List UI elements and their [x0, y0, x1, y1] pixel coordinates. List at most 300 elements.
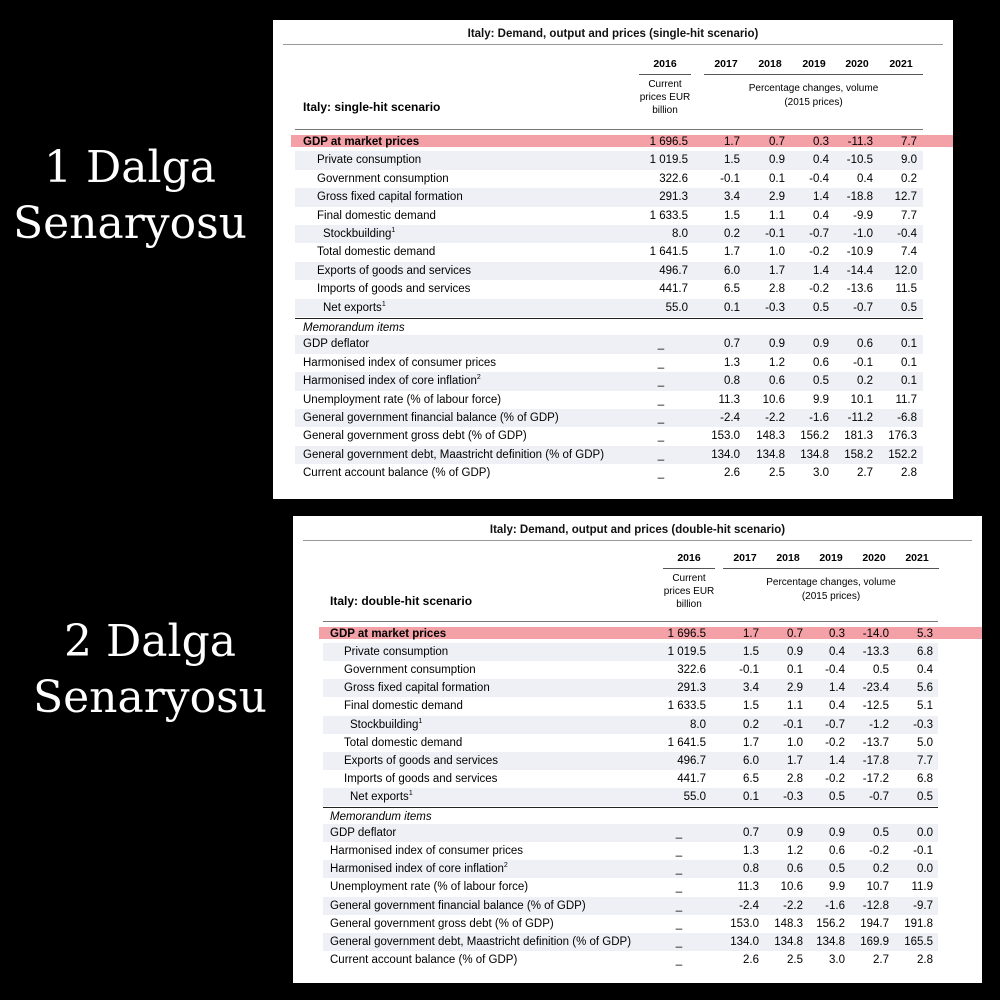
cell-value: 3.0: [829, 953, 845, 966]
cell-value: 0.7: [724, 338, 740, 351]
cell-value: 0.5: [917, 790, 933, 803]
row-label-text: GDP deflator: [330, 827, 397, 840]
cell-value: -0.2: [825, 736, 845, 749]
row-label-text: Final domestic demand: [317, 209, 436, 222]
row-label: [344, 752, 498, 770]
cell-value: 5.1: [917, 700, 933, 713]
cell-value: 1.2: [769, 356, 785, 369]
footnote-marker: 1: [408, 790, 413, 798]
cell-value: 1 641.5: [667, 736, 706, 749]
cell-value: 0.5: [813, 301, 829, 314]
years-underline: [723, 568, 939, 569]
row-label: [330, 824, 396, 842]
cell-value: 5.6: [917, 682, 933, 695]
cell-value: 0.5: [873, 827, 889, 840]
row-label-text: Net exports: [350, 790, 409, 803]
scenario-2-label-line1: 2 Dalga: [64, 616, 236, 667]
cell-value: _: [657, 430, 665, 443]
cell-value: -2.2: [783, 899, 803, 912]
row-label: [303, 409, 559, 427]
row-label-text: Gross fixed capital formation: [344, 682, 490, 695]
cell-value: -2.2: [765, 412, 785, 424]
cell-value: 10.6: [762, 393, 785, 406]
cell-value: -17.8: [862, 754, 889, 767]
cell-value: -0.1: [783, 718, 803, 731]
pct-change-header-line: Percentage changes, volume: [748, 83, 879, 94]
row-label: [303, 464, 490, 482]
cell-value: 0.7: [743, 827, 759, 840]
base-price-header-line: billion: [676, 599, 702, 610]
cell-value: 2.7: [873, 953, 889, 966]
cell-value: 0.1: [769, 172, 785, 185]
cell-value: -0.7: [825, 718, 845, 731]
row-label: [330, 860, 508, 878]
cell-value: 181.3: [844, 430, 873, 443]
row-label: [303, 133, 419, 151]
cell-value: 2.9: [769, 191, 785, 204]
cell-value: 6.0: [724, 264, 740, 277]
year-header-2017: 2017: [733, 552, 757, 564]
cell-value: 2.8: [787, 772, 803, 785]
cell-value: 1.5: [724, 209, 740, 222]
row-label-text: Government consumption: [317, 172, 449, 185]
cell-value: 0.9: [829, 827, 845, 840]
cell-value: 134.8: [816, 935, 845, 948]
scenario-label: Italy: single-hit scenario: [303, 100, 441, 114]
cell-value: 322.6: [659, 172, 688, 185]
cell-value: 1.0: [769, 246, 785, 259]
cell-value: -11.2: [847, 412, 873, 424]
cell-value: 441.7: [677, 772, 706, 785]
cell-value: 441.7: [659, 283, 688, 296]
cell-value: 0.0: [917, 827, 933, 840]
row-label-text: GDP at market prices: [303, 136, 420, 148]
row-label: [330, 878, 528, 896]
cell-value: 0.5: [873, 664, 889, 677]
cell-value: 10.7: [866, 881, 889, 894]
cell-value: -12.8: [862, 899, 889, 912]
row-label: [330, 625, 446, 643]
cell-value: 12.0: [894, 264, 917, 277]
row-label-text: Current account balance (% of GDP): [303, 467, 491, 480]
cell-value: 2.8: [901, 467, 917, 480]
cell-value: 2.5: [787, 953, 803, 966]
cell-value: -13.3: [862, 646, 889, 659]
year-header-2016: 2016: [677, 552, 701, 564]
single-hit-table-panel: [273, 20, 953, 499]
cell-value: _: [657, 467, 665, 480]
cell-value: 55.0: [665, 301, 688, 314]
row-label-text: Government consumption: [344, 664, 476, 677]
cell-value: 0.3: [829, 628, 845, 640]
row-label-text: Imports of goods and services: [344, 772, 498, 785]
base-price-header-line: prices EUR: [663, 586, 715, 597]
row-label: [344, 643, 448, 661]
cell-value: 2.5: [769, 467, 785, 480]
scenario-label: Italy: double-hit scenario: [330, 594, 473, 608]
footnote-marker: 1: [381, 300, 386, 308]
cell-value: 191.8: [904, 917, 933, 930]
cell-value: 1.4: [829, 682, 845, 695]
row-label-text: Current account balance (% of GDP): [330, 953, 518, 966]
year-header-2017: 2017: [714, 58, 738, 70]
pct-change-header-line: (2015 prices): [801, 591, 861, 602]
cell-value: _: [675, 917, 683, 930]
cell-value: -14.0: [862, 628, 889, 640]
cell-value: 0.6: [813, 356, 829, 369]
cell-value: -1.2: [869, 718, 889, 731]
cell-value: 2.8: [917, 953, 933, 966]
cell-value: 1 696.5: [649, 136, 688, 148]
row-label: [344, 679, 490, 697]
cell-value: 0.5: [901, 301, 917, 314]
row-label: [330, 842, 523, 860]
cell-value: 156.2: [800, 430, 829, 443]
year-header-2018: 2018: [758, 58, 782, 70]
cell-value: 158.2: [844, 448, 873, 461]
cell-value: -0.1: [853, 356, 873, 369]
cell-value: 1.7: [724, 136, 740, 148]
cell-value: 5.0: [917, 736, 933, 749]
cell-value: 0.6: [787, 863, 803, 876]
cell-value: 2.6: [743, 953, 759, 966]
cell-value: 0.6: [769, 375, 785, 388]
year-header-2018: 2018: [776, 552, 800, 564]
cell-value: -9.9: [853, 209, 873, 222]
row-label: [317, 151, 421, 169]
cell-value: 0.4: [813, 154, 829, 167]
cell-value: -0.3: [783, 790, 803, 803]
cell-value: 6.8: [917, 772, 933, 785]
row-label: [323, 225, 395, 243]
footnote-marker: 1: [391, 227, 396, 235]
year-header-2016: 2016: [653, 58, 677, 70]
base-year-underline: [639, 74, 691, 75]
cell-value: 0.1: [901, 356, 917, 369]
cell-value: 0.9: [787, 827, 803, 840]
cell-value: 8.0: [690, 718, 706, 731]
cell-value: _: [675, 881, 683, 894]
cell-value: 10.1: [850, 393, 873, 406]
table-title: Italy: Demand, output and prices (double-hit scenario): [303, 516, 972, 541]
cell-value: 0.7: [769, 136, 785, 148]
cell-value: 2.6: [724, 467, 740, 480]
cell-value: 1.7: [743, 736, 759, 749]
table-title: Italy: Demand, output and prices (single-hit scenario): [283, 20, 943, 45]
cell-value: 1 641.5: [649, 246, 688, 259]
cell-value: 7.7: [917, 754, 933, 767]
cell-value: -1.0: [853, 228, 873, 240]
cell-value: 1.7: [724, 246, 740, 259]
cell-value: 152.2: [888, 448, 917, 461]
row-label-text: Stockbuilding: [323, 228, 392, 240]
row-label-text: Harmonised index of consumer prices: [330, 845, 524, 858]
cell-value: 1.7: [743, 628, 759, 640]
cell-value: 3.4: [724, 191, 740, 204]
scenario-2-label-line2: Senaryosu: [32, 672, 268, 723]
row-label-text: Exports of goods and services: [317, 264, 472, 277]
cell-value: 291.3: [677, 682, 706, 695]
row-label-text: Gross fixed capital formation: [317, 191, 463, 204]
row-label: [303, 391, 501, 409]
cell-value: 496.7: [677, 754, 706, 767]
cell-value: 2.8: [769, 283, 785, 296]
cell-value: 0.4: [813, 209, 829, 222]
scenario-1-label: [0, 140, 260, 252]
cell-value: 11.3: [718, 393, 740, 406]
cell-value: 0.9: [769, 338, 785, 351]
cell-value: 0.1: [724, 301, 740, 314]
year-header-2021: 2021: [889, 58, 913, 70]
cell-value: _: [657, 356, 665, 369]
cell-value: 0.5: [829, 790, 845, 803]
cell-value: 153.0: [730, 917, 759, 930]
cell-value: 0.0: [917, 863, 933, 876]
cell-value: 6.8: [917, 646, 933, 659]
cell-value: -14.4: [846, 264, 873, 277]
cell-value: -1.6: [825, 899, 845, 912]
cell-value: -0.2: [809, 246, 829, 259]
pct-change-header-line: (2015 prices): [784, 97, 843, 108]
row-label: [317, 170, 449, 188]
cell-value: 12.7: [894, 191, 917, 204]
cell-value: 0.4: [829, 700, 845, 713]
year-header-2020: 2020: [845, 58, 869, 70]
cell-value: 7.4: [901, 246, 917, 259]
cell-value: -0.7: [809, 228, 829, 240]
cell-value: 1.5: [743, 700, 759, 713]
cell-value: 11.5: [895, 283, 917, 296]
row-label-text: Total domestic demand: [344, 736, 463, 749]
row-label: [303, 354, 496, 372]
cell-value: 0.1: [787, 664, 803, 677]
cell-value: _: [675, 953, 683, 966]
year-header-2020: 2020: [862, 552, 886, 564]
base-price-header-line: Current: [672, 573, 706, 584]
row-label: [350, 716, 422, 734]
cell-value: 9.9: [813, 393, 829, 406]
cell-value: -17.2: [862, 772, 889, 785]
cell-value: 0.9: [813, 338, 829, 351]
cell-value: 55.0: [683, 790, 706, 803]
cell-value: 3.0: [813, 467, 829, 480]
row-label: [317, 280, 470, 298]
cell-value: 0.8: [724, 375, 740, 388]
year-header-2019: 2019: [819, 552, 843, 564]
cell-value: 5.3: [917, 628, 933, 640]
footnote-marker: 1: [418, 717, 423, 725]
row-label: [344, 734, 462, 752]
cell-value: -2.4: [739, 899, 759, 912]
cell-value: 1 696.5: [667, 628, 706, 640]
cell-value: 1.1: [769, 209, 785, 222]
row-label-text: Total domestic demand: [317, 246, 436, 259]
pct-change-header-line: Percentage changes, volume: [766, 577, 896, 588]
row-label-text: General government debt, Maastricht definition (% of GDP): [330, 935, 632, 948]
cell-value: 1.7: [769, 264, 785, 277]
cell-value: _: [675, 899, 683, 912]
cell-value: _: [657, 448, 665, 461]
cell-value: 1.5: [724, 154, 740, 167]
cell-value: 194.7: [860, 917, 889, 930]
cell-value: 134.0: [730, 935, 759, 948]
row-label: [317, 207, 436, 225]
cell-value: -0.2: [869, 845, 889, 858]
cell-value: 0.6: [857, 338, 873, 351]
cell-value: _: [657, 338, 665, 351]
cell-value: 176.3: [888, 430, 917, 443]
cell-value: 6.5: [743, 772, 759, 785]
scenario-1-label-line1: 1 Dalga: [44, 142, 216, 193]
row-label: [303, 427, 527, 445]
cell-value: 0.2: [724, 228, 740, 240]
cell-value: _: [675, 935, 683, 948]
cell-value: 0.2: [901, 172, 917, 185]
header-rule: [295, 129, 923, 130]
cell-value: 1 019.5: [667, 646, 706, 659]
row-label: [330, 951, 517, 969]
cell-value: 1.7: [787, 754, 803, 767]
row-label-text: Harmonised index of consumer prices: [303, 356, 497, 369]
cell-value: 8.0: [672, 228, 688, 240]
cell-value: 7.7: [901, 209, 917, 222]
row-label-text: Exports of goods and services: [344, 754, 499, 767]
cell-value: 0.5: [829, 863, 845, 876]
cell-value: -0.1: [913, 845, 933, 858]
cell-value: 496.7: [659, 264, 688, 277]
cell-value: -0.4: [825, 664, 845, 677]
double-hit-table-panel: [293, 516, 982, 983]
cell-value: 165.5: [904, 935, 933, 948]
cell-value: 1 633.5: [649, 209, 688, 222]
cell-value: 9.0: [901, 154, 917, 167]
cell-value: 10.6: [780, 881, 803, 894]
cell-value: 3.4: [743, 682, 759, 695]
cell-value: _: [675, 863, 683, 876]
cell-value: 1 633.5: [667, 700, 706, 713]
scenario-1-label-line2: Senaryosu: [12, 198, 248, 249]
row-label-text: Imports of goods and services: [317, 283, 471, 296]
cell-value: -0.1: [739, 664, 759, 677]
row-label: [323, 299, 386, 317]
cell-value: -0.1: [720, 172, 740, 185]
row-label-text: General government gross debt (% of GDP): [330, 917, 554, 930]
cell-value: 1.2: [787, 845, 803, 858]
year-header-2021: 2021: [905, 552, 929, 564]
cell-value: 0.6: [829, 845, 845, 858]
cell-value: 11.9: [911, 881, 933, 894]
base-price-header-line: prices EUR: [639, 92, 691, 103]
row-label-text: General government financial balance (% of GDP): [330, 899, 586, 912]
cell-value: 134.8: [774, 935, 803, 948]
row-label-text: GDP at market prices: [330, 628, 447, 640]
cell-value: 291.3: [659, 191, 688, 204]
cell-value: 1.5: [743, 646, 759, 659]
row-label-text: Private consumption: [344, 646, 449, 659]
cell-value: 11.7: [895, 393, 917, 406]
cell-value: 169.9: [860, 935, 889, 948]
cell-value: 0.5: [813, 375, 829, 388]
cell-value: 6.0: [743, 754, 759, 767]
cell-value: 0.4: [857, 172, 873, 185]
cell-value: 0.7: [787, 628, 803, 640]
memorandum-label: Memorandum items: [330, 811, 432, 823]
cell-value: _: [657, 375, 665, 388]
row-label-text: GDP deflator: [303, 338, 370, 351]
row-label: [317, 243, 435, 261]
row-label-text: Stockbuilding: [350, 718, 419, 731]
row-label-text: General government gross debt (% of GDP): [303, 430, 527, 443]
cell-value: 1.3: [724, 356, 740, 369]
row-label: [344, 770, 497, 788]
cell-value: _: [675, 827, 683, 840]
cell-value: -0.7: [869, 790, 889, 803]
cell-value: 134.0: [711, 448, 740, 461]
cell-value: -11.3: [847, 136, 873, 148]
cell-value: 153.0: [711, 430, 740, 443]
row-label-text: Unemployment rate (% of labour force): [303, 393, 502, 406]
cell-value: -13.7: [862, 736, 889, 749]
cell-value: -6.8: [897, 412, 917, 424]
row-label-text: General government debt, Maastricht definition (% of GDP): [303, 448, 605, 461]
row-label: [344, 697, 463, 715]
cell-value: 6.5: [724, 283, 740, 296]
cell-value: -0.3: [765, 301, 785, 314]
cell-value: 11.3: [737, 881, 759, 894]
row-label: [317, 262, 471, 280]
cell-value: 1.4: [813, 264, 829, 277]
cell-value: _: [657, 412, 665, 424]
row-label: [344, 661, 476, 679]
cell-value: 2.9: [787, 682, 803, 695]
cell-value: 0.8: [743, 863, 759, 876]
cell-value: 148.3: [756, 430, 785, 443]
row-label: [330, 897, 586, 915]
row-label-text: Harmonised index of core inflation: [303, 375, 477, 388]
row-label: [330, 915, 554, 933]
cell-value: 0.2: [857, 375, 873, 388]
cell-value: 0.9: [787, 646, 803, 659]
cell-value: -13.6: [846, 283, 873, 296]
cell-value: -23.4: [862, 682, 889, 695]
cell-value: -18.8: [846, 191, 873, 204]
header-rule: [323, 621, 938, 622]
cell-value: -2.4: [720, 412, 740, 424]
cell-value: 0.1: [901, 338, 917, 351]
cell-value: 134.8: [756, 448, 785, 461]
row-label-text: Private consumption: [317, 154, 422, 167]
cell-value: 1 019.5: [649, 154, 688, 167]
cell-value: 1.1: [787, 700, 803, 713]
cell-value: -10.5: [846, 154, 873, 167]
footnote-marker: 2: [503, 862, 508, 870]
cell-value: 7.7: [901, 136, 917, 148]
memorandum-label: Memorandum items: [303, 322, 405, 334]
row-label: [330, 933, 631, 951]
base-price-header-line: Current: [648, 79, 682, 90]
cell-value: _: [675, 845, 683, 858]
row-label-text: Unemployment rate (% of labour force): [330, 881, 529, 894]
cell-value: 0.9: [769, 154, 785, 167]
row-label-text: Final domestic demand: [344, 700, 463, 713]
cell-value: -0.4: [897, 228, 917, 240]
years-underline: [704, 74, 923, 75]
cell-value: 0.3: [813, 136, 829, 148]
cell-value: -0.7: [853, 301, 873, 314]
cell-value: -0.3: [913, 718, 933, 731]
cell-value: -1.6: [809, 412, 829, 424]
cell-value: -12.5: [862, 700, 889, 713]
